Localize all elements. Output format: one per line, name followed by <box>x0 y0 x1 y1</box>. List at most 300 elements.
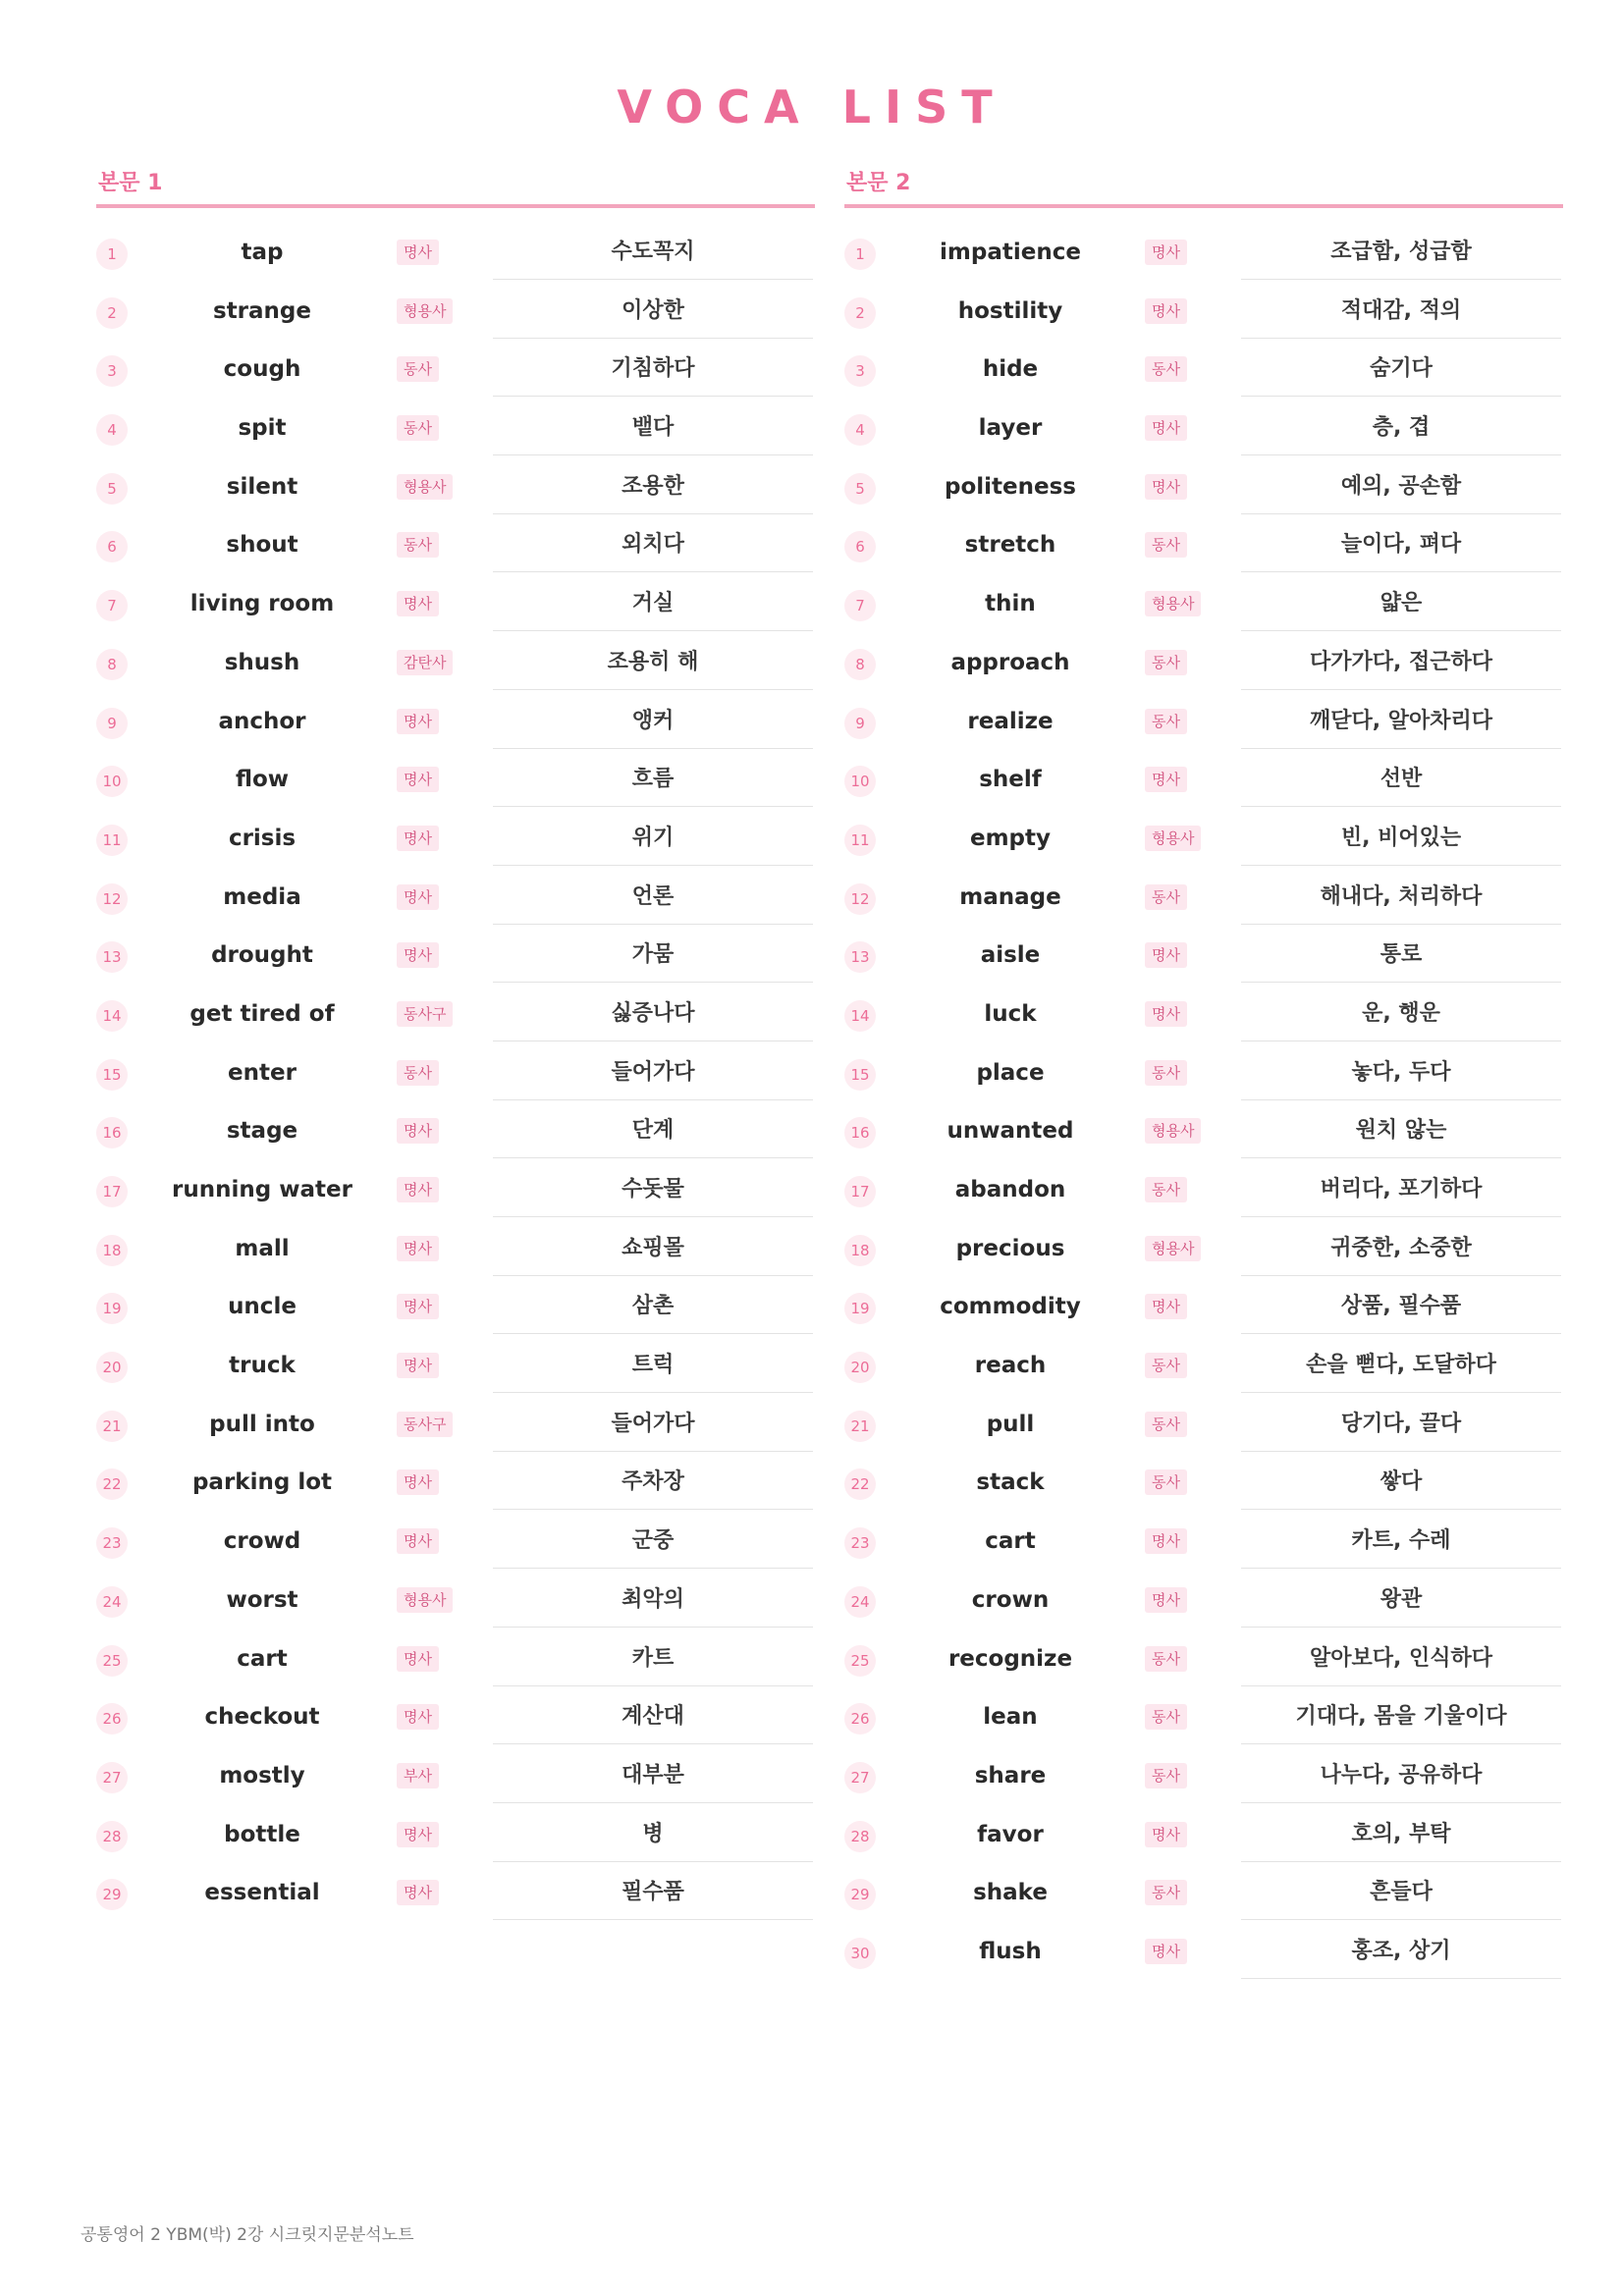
vocab-meaning: 놓다, 두다 <box>1241 1046 1561 1100</box>
vocab-word: pull into <box>209 1411 315 1437</box>
item-number: 23 <box>844 1527 876 1559</box>
vocab-word: get tired of <box>189 1000 335 1027</box>
vocab-row <box>96 1104 815 1163</box>
part-of-speech-badge: 명사 <box>397 1528 439 1554</box>
vocab-row <box>844 1749 1563 1808</box>
part-of-speech-badge: 명사 <box>397 1704 439 1730</box>
vocab-meaning: 삼촌 <box>493 1280 813 1334</box>
vocab-row <box>844 577 1563 636</box>
section-divider <box>96 204 815 208</box>
part-of-speech-badge: 동사 <box>1145 884 1187 910</box>
item-number: 15 <box>844 1059 876 1091</box>
vocab-meaning: 싫증나다 <box>493 988 813 1041</box>
vocab-word: empty <box>969 825 1052 851</box>
item-number: 19 <box>844 1293 876 1324</box>
part-of-speech-badge: 명사 <box>1145 1294 1187 1319</box>
vocab-row <box>844 1690 1563 1749</box>
vocab-row <box>844 343 1563 401</box>
vocab-word: anchor <box>218 708 306 734</box>
vocab-row <box>844 1163 1563 1222</box>
item-number: 16 <box>96 1117 128 1148</box>
item-number: 4 <box>96 414 128 446</box>
item-number: 3 <box>844 355 876 387</box>
vocab-meaning: 흔들다 <box>1241 1866 1561 1920</box>
part-of-speech-badge: 명사 <box>1145 298 1187 324</box>
vocab-row <box>96 929 815 988</box>
vocab-row <box>96 577 815 636</box>
item-number: 22 <box>96 1468 128 1500</box>
vocab-row <box>844 1456 1563 1515</box>
item-number: 18 <box>96 1235 128 1266</box>
vocab-row <box>96 988 815 1046</box>
vocab-meaning: 들어가다 <box>493 1046 813 1100</box>
vocab-word: favor <box>977 1821 1044 1847</box>
vocab-meaning: 뱉다 <box>493 401 813 455</box>
item-number: 7 <box>96 590 128 621</box>
vocab-row <box>844 518 1563 577</box>
vocab-meaning: 앵커 <box>493 695 813 749</box>
vocab-word: share <box>974 1762 1047 1789</box>
part-of-speech-badge: 동사 <box>1145 709 1187 734</box>
vocab-row <box>844 460 1563 519</box>
vocab-word: lean <box>983 1704 1038 1731</box>
part-of-speech-badge: 동사 <box>1145 1646 1187 1672</box>
item-number: 14 <box>96 1000 128 1032</box>
vocab-list <box>96 226 815 1925</box>
vocab-word: media <box>223 883 301 910</box>
vocab-meaning: 다가가다, 접근하다 <box>1241 636 1561 690</box>
vocab-meaning: 가뭄 <box>493 929 813 983</box>
vocab-word: stack <box>976 1469 1045 1496</box>
vocab-row <box>844 695 1563 754</box>
vocab-word: luck <box>984 1000 1037 1027</box>
vocab-word: manage <box>959 883 1061 910</box>
vocab-word: pull <box>986 1411 1035 1437</box>
vocab-word: cart <box>985 1528 1036 1555</box>
item-number: 9 <box>844 708 876 739</box>
vocab-meaning: 나누다, 공유하다 <box>1241 1749 1561 1803</box>
vocab-meaning: 최악의 <box>493 1574 813 1628</box>
part-of-speech-badge: 명사 <box>397 591 439 616</box>
part-of-speech-badge: 동사 <box>397 415 439 441</box>
vocab-word: impatience <box>940 240 1081 265</box>
vocab-row <box>96 753 815 812</box>
part-of-speech-badge: 동사 <box>1145 1704 1187 1730</box>
vocab-row <box>844 929 1563 988</box>
part-of-speech-badge: 명사 <box>397 884 439 910</box>
vocab-row <box>96 1808 815 1867</box>
item-number: 6 <box>96 531 128 562</box>
part-of-speech-badge: 명사 <box>1145 415 1187 441</box>
vocab-row <box>96 812 815 871</box>
vocab-row <box>96 1749 815 1808</box>
part-of-speech-badge: 명사 <box>397 942 439 968</box>
page-title: VOCA LIST <box>617 80 1006 133</box>
vocab-row <box>96 1339 815 1398</box>
part-of-speech-badge: 명사 <box>397 240 439 265</box>
part-of-speech-badge: 동사 <box>1145 1177 1187 1202</box>
item-number: 14 <box>844 1000 876 1032</box>
item-number: 11 <box>844 825 876 856</box>
part-of-speech-badge: 명사 <box>1145 1939 1187 1964</box>
vocab-row <box>844 753 1563 812</box>
item-number: 15 <box>96 1059 128 1091</box>
vocab-meaning: 얇은 <box>1241 577 1561 631</box>
section-title: 본문 2 <box>846 171 911 195</box>
part-of-speech-badge: 형용사 <box>397 474 453 500</box>
vocab-word: shout <box>226 532 298 559</box>
part-of-speech-badge: 명사 <box>397 1118 439 1144</box>
vocab-word: running water <box>172 1177 352 1202</box>
vocab-meaning: 깨닫다, 알아차리다 <box>1241 695 1561 749</box>
vocab-row <box>844 1515 1563 1574</box>
vocab-word: abandon <box>954 1177 1066 1202</box>
section-1 <box>96 165 815 1925</box>
part-of-speech-badge: 동사구 <box>397 1412 453 1437</box>
vocab-word: cart <box>237 1645 288 1672</box>
item-number: 28 <box>844 1821 876 1852</box>
part-of-speech-badge: 감탄사 <box>397 650 453 675</box>
vocab-word: thin <box>985 591 1036 617</box>
vocab-word: checkout <box>204 1704 320 1731</box>
vocab-meaning: 이상한 <box>493 285 813 339</box>
item-number: 22 <box>844 1468 876 1500</box>
vocab-meaning: 언론 <box>493 871 813 925</box>
vocab-word: spit <box>238 415 287 442</box>
part-of-speech-badge: 명사 <box>397 1822 439 1847</box>
item-number: 26 <box>96 1703 128 1735</box>
item-number: 1 <box>96 239 128 270</box>
vocab-row <box>96 1515 815 1574</box>
part-of-speech-badge: 동사 <box>1145 1353 1187 1378</box>
vocab-meaning: 예의, 공손함 <box>1241 460 1561 514</box>
part-of-speech-badge: 형용사 <box>1145 1236 1201 1261</box>
part-of-speech-badge: 동사 <box>1145 1469 1187 1495</box>
part-of-speech-badge: 명사 <box>397 709 439 734</box>
vocab-meaning: 기침하다 <box>493 343 813 397</box>
item-number: 13 <box>96 941 128 973</box>
vocab-meaning: 카트, 수레 <box>1241 1515 1561 1569</box>
vocab-word: crowd <box>223 1528 301 1555</box>
item-number: 21 <box>844 1411 876 1442</box>
part-of-speech-badge: 형용사 <box>397 298 453 324</box>
vocab-meaning: 빈, 비어있는 <box>1241 812 1561 866</box>
vocab-word: crisis <box>228 825 297 851</box>
part-of-speech-badge: 명사 <box>1145 1528 1187 1554</box>
vocab-word: stretch <box>964 532 1056 559</box>
vocab-meaning: 해내다, 처리하다 <box>1241 871 1561 925</box>
vocab-meaning: 들어가다 <box>493 1398 813 1452</box>
vocab-row <box>844 285 1563 344</box>
vocab-word: uncle <box>228 1294 297 1320</box>
part-of-speech-badge: 명사 <box>1145 1587 1187 1613</box>
item-number: 19 <box>96 1293 128 1324</box>
vocab-row <box>844 812 1563 871</box>
vocab-meaning: 늘이다, 펴다 <box>1241 518 1561 572</box>
item-number: 10 <box>844 766 876 797</box>
vocab-row <box>96 871 815 930</box>
vocab-row <box>844 1808 1563 1867</box>
vocab-meaning: 위기 <box>493 812 813 866</box>
vocab-word: hostility <box>957 297 1063 324</box>
part-of-speech-badge: 동사 <box>397 532 439 558</box>
vocab-word: reach <box>974 1353 1047 1379</box>
vocab-row <box>96 1632 815 1691</box>
vocab-meaning: 상품, 필수품 <box>1241 1280 1561 1334</box>
vocab-row <box>844 1632 1563 1691</box>
vocab-row <box>96 1574 815 1632</box>
vocab-word: truck <box>229 1353 296 1379</box>
vocab-word: realize <box>967 708 1054 734</box>
vocab-word: politeness <box>945 473 1076 500</box>
part-of-speech-badge: 동사 <box>1145 356 1187 382</box>
vocab-word: place <box>976 1059 1045 1086</box>
section-2 <box>844 165 1563 1984</box>
part-of-speech-badge: 명사 <box>1145 942 1187 968</box>
part-of-speech-badge: 명사 <box>397 1646 439 1672</box>
part-of-speech-badge: 형용사 <box>397 1587 453 1613</box>
item-number: 21 <box>96 1411 128 1442</box>
vocab-row <box>96 1690 815 1749</box>
vocab-row <box>96 518 815 577</box>
vocab-word: shush <box>224 649 300 675</box>
item-number: 25 <box>844 1645 876 1677</box>
vocab-meaning: 수돗물 <box>493 1163 813 1217</box>
vocab-meaning: 카트 <box>493 1632 813 1686</box>
vocab-meaning: 쇼핑몰 <box>493 1222 813 1276</box>
vocab-word: mostly <box>219 1762 305 1789</box>
vocab-word: shelf <box>979 767 1042 793</box>
part-of-speech-badge: 동사 <box>1145 1880 1187 1905</box>
vocab-meaning: 흐름 <box>493 753 813 807</box>
vocab-meaning: 선반 <box>1241 753 1561 807</box>
vocab-meaning: 숨기다 <box>1241 343 1561 397</box>
part-of-speech-badge: 명사 <box>397 1294 439 1319</box>
vocab-word: flow <box>235 767 290 793</box>
vocab-row <box>844 988 1563 1046</box>
part-of-speech-badge: 동사 <box>1145 650 1187 675</box>
item-number: 17 <box>844 1176 876 1207</box>
vocab-meaning: 수도꼭지 <box>493 226 813 280</box>
vocab-meaning: 필수품 <box>493 1866 813 1920</box>
part-of-speech-badge: 동사구 <box>397 1001 453 1027</box>
part-of-speech-badge: 동사 <box>397 1060 439 1086</box>
part-of-speech-badge: 명사 <box>1145 474 1187 500</box>
part-of-speech-badge: 동사 <box>1145 1763 1187 1789</box>
item-number: 29 <box>844 1879 876 1910</box>
item-number: 27 <box>844 1762 876 1793</box>
vocab-meaning: 층, 겹 <box>1241 401 1561 455</box>
item-number: 12 <box>96 883 128 915</box>
vocab-meaning: 쌓다 <box>1241 1456 1561 1510</box>
vocab-meaning: 트럭 <box>493 1339 813 1393</box>
vocab-word: shake <box>973 1880 1048 1906</box>
vocab-row <box>844 1046 1563 1105</box>
item-number: 26 <box>844 1703 876 1735</box>
part-of-speech-badge: 명사 <box>397 767 439 792</box>
vocab-row <box>844 1398 1563 1457</box>
part-of-speech-badge: 동사 <box>1145 1412 1187 1437</box>
vocab-word: flush <box>979 1938 1042 1964</box>
part-of-speech-badge: 명사 <box>1145 240 1187 265</box>
item-number: 17 <box>96 1176 128 1207</box>
item-number: 16 <box>844 1117 876 1148</box>
vocab-word: crown <box>971 1586 1050 1613</box>
item-number: 24 <box>844 1586 876 1618</box>
vocab-row <box>96 695 815 754</box>
item-number: 13 <box>844 941 876 973</box>
item-number: 25 <box>96 1645 128 1677</box>
part-of-speech-badge: 부사 <box>397 1763 439 1789</box>
page-footer: 공통영어 2 YBM(박) 2강 시크릿지문분석노트 <box>81 2225 414 2245</box>
vocab-meaning: 귀중한, 소중한 <box>1241 1222 1561 1276</box>
item-number: 1 <box>844 239 876 270</box>
item-number: 5 <box>96 473 128 505</box>
vocab-word: enter <box>228 1059 297 1086</box>
part-of-speech-badge: 명사 <box>397 1469 439 1495</box>
vocab-word: living room <box>189 591 335 617</box>
item-number: 3 <box>96 355 128 387</box>
vocab-row <box>844 1866 1563 1925</box>
item-number: 30 <box>844 1938 876 1969</box>
item-number: 2 <box>844 297 876 329</box>
vocab-word: aisle <box>980 942 1041 969</box>
vocab-word: unwanted <box>947 1118 1074 1145</box>
vocab-meaning: 통로 <box>1241 929 1561 983</box>
part-of-speech-badge: 명사 <box>397 1177 439 1202</box>
vocab-meaning: 병 <box>493 1808 813 1862</box>
vocab-row <box>96 1866 815 1925</box>
vocab-meaning: 군중 <box>493 1515 813 1569</box>
part-of-speech-badge: 명사 <box>1145 767 1187 792</box>
vocab-row <box>844 401 1563 460</box>
vocab-meaning: 알아보다, 인식하다 <box>1241 1632 1561 1686</box>
vocab-meaning: 계산대 <box>493 1690 813 1744</box>
part-of-speech-badge: 명사 <box>1145 1001 1187 1027</box>
vocab-row <box>844 1925 1563 1984</box>
vocab-meaning: 운, 행운 <box>1241 988 1561 1041</box>
part-of-speech-badge: 명사 <box>397 1353 439 1378</box>
vocab-row <box>844 1339 1563 1398</box>
part-of-speech-badge: 명사 <box>397 826 439 851</box>
vocab-word: approach <box>950 649 1070 675</box>
vocab-row <box>96 285 815 344</box>
item-number: 18 <box>844 1235 876 1266</box>
section-title: 본문 1 <box>98 171 163 195</box>
item-number: 2 <box>96 297 128 329</box>
item-number: 12 <box>844 883 876 915</box>
vocab-row <box>844 636 1563 695</box>
item-number: 5 <box>844 473 876 505</box>
vocab-word: cough <box>223 356 301 383</box>
vocab-meaning: 원치 않는 <box>1241 1104 1561 1158</box>
vocab-meaning: 주차장 <box>493 1456 813 1510</box>
vocab-meaning: 대부분 <box>493 1749 813 1803</box>
vocab-word: tap <box>241 240 284 265</box>
part-of-speech-badge: 형용사 <box>1145 1118 1201 1144</box>
item-number: 24 <box>96 1586 128 1618</box>
part-of-speech-badge: 형용사 <box>1145 826 1201 851</box>
part-of-speech-badge: 동사 <box>1145 532 1187 558</box>
vocab-row <box>844 226 1563 285</box>
vocab-row <box>96 343 815 401</box>
vocab-meaning: 당기다, 끌다 <box>1241 1398 1561 1452</box>
vocab-row <box>96 1398 815 1457</box>
vocab-meaning: 버리다, 포기하다 <box>1241 1163 1561 1217</box>
vocab-meaning: 손을 뻗다, 도달하다 <box>1241 1339 1561 1393</box>
item-number: 29 <box>96 1879 128 1910</box>
vocab-word: recognize <box>947 1645 1073 1672</box>
part-of-speech-badge: 명사 <box>1145 1822 1187 1847</box>
vocab-word: bottle <box>224 1821 300 1847</box>
item-number: 9 <box>96 708 128 739</box>
item-number: 8 <box>96 649 128 680</box>
section-divider <box>844 204 1563 208</box>
vocab-word: worst <box>226 1586 298 1613</box>
item-number: 8 <box>844 649 876 680</box>
item-number: 6 <box>844 531 876 562</box>
vocab-word: essential <box>204 1880 320 1906</box>
vocab-row <box>96 401 815 460</box>
vocab-word: precious <box>955 1235 1065 1261</box>
vocab-row <box>844 1222 1563 1281</box>
item-number: 20 <box>844 1352 876 1383</box>
vocab-row <box>96 636 815 695</box>
vocab-word: commodity <box>940 1294 1081 1320</box>
vocab-meaning: 거실 <box>493 577 813 631</box>
vocab-word: strange <box>213 297 311 324</box>
vocab-list <box>844 226 1563 1984</box>
item-number: 4 <box>844 414 876 446</box>
vocab-row <box>844 1574 1563 1632</box>
part-of-speech-badge: 형용사 <box>1145 591 1201 616</box>
vocab-meaning: 왕관 <box>1241 1574 1561 1628</box>
vocab-row <box>96 460 815 519</box>
vocab-meaning: 홍조, 상기 <box>1241 1925 1561 1979</box>
vocab-word: parking lot <box>191 1469 333 1496</box>
part-of-speech-badge: 명사 <box>397 1236 439 1261</box>
part-of-speech-badge: 동사 <box>1145 1060 1187 1086</box>
vocab-meaning: 조급함, 성급함 <box>1241 226 1561 280</box>
vocab-meaning: 외치다 <box>493 518 813 572</box>
vocab-meaning: 단계 <box>493 1104 813 1158</box>
vocab-row <box>96 1163 815 1222</box>
vocab-meaning: 적대감, 적의 <box>1241 285 1561 339</box>
vocab-meaning: 조용히 해 <box>493 636 813 690</box>
vocab-row <box>96 1046 815 1105</box>
item-number: 28 <box>96 1821 128 1852</box>
item-number: 20 <box>96 1352 128 1383</box>
vocab-meaning: 조용한 <box>493 460 813 514</box>
vocab-word: mall <box>235 1235 290 1261</box>
vocab-row <box>96 1456 815 1515</box>
vocab-meaning: 기대다, 몸을 기울이다 <box>1241 1690 1561 1744</box>
item-number: 11 <box>96 825 128 856</box>
item-number: 10 <box>96 766 128 797</box>
vocab-row <box>844 871 1563 930</box>
vocab-word: silent <box>226 473 298 500</box>
vocab-word: stage <box>226 1118 298 1145</box>
vocab-row <box>844 1104 1563 1163</box>
vocab-word: layer <box>978 415 1043 442</box>
item-number: 27 <box>96 1762 128 1793</box>
vocab-row <box>96 1280 815 1339</box>
part-of-speech-badge: 명사 <box>397 1880 439 1905</box>
vocab-row <box>844 1280 1563 1339</box>
item-number: 23 <box>96 1527 128 1559</box>
item-number: 7 <box>844 590 876 621</box>
part-of-speech-badge: 동사 <box>397 356 439 382</box>
